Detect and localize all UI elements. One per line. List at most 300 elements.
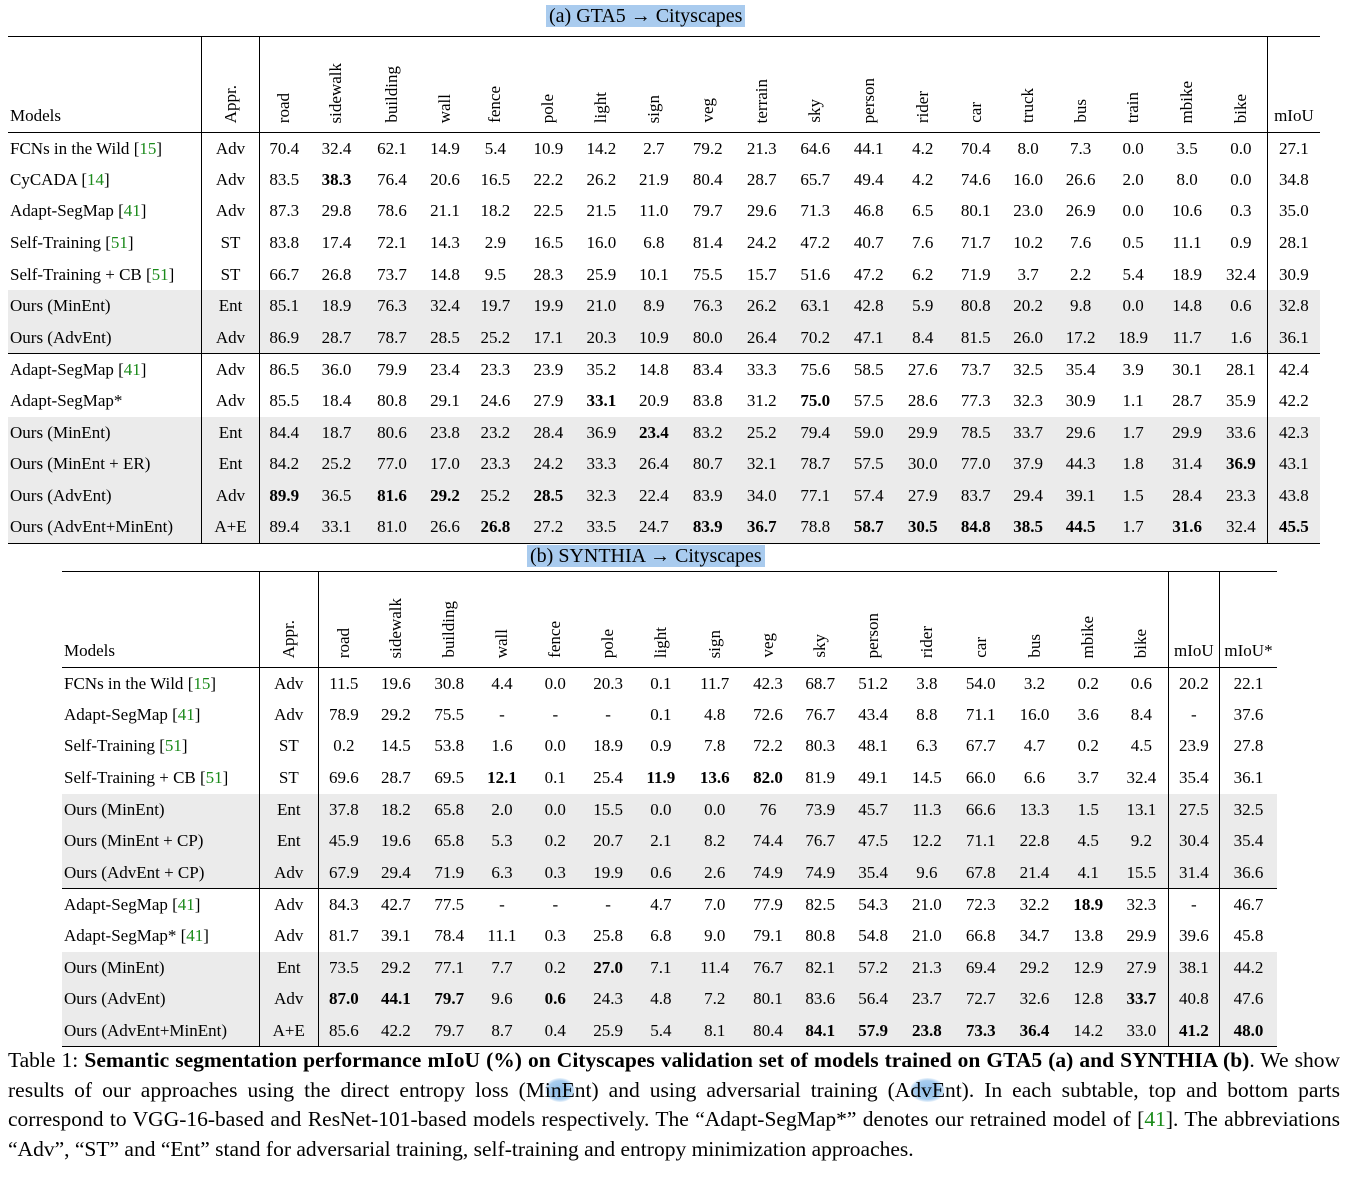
value-cell: 47.2 bbox=[800, 233, 831, 253]
value-cell: 21.1 bbox=[430, 201, 460, 221]
class-header-label: wall bbox=[434, 93, 454, 123]
appr-cell: A+E bbox=[202, 512, 260, 544]
value-cell: 23.9 bbox=[521, 354, 577, 386]
value-cell: 11.9 bbox=[646, 768, 676, 788]
class-header-label: rider bbox=[912, 90, 932, 123]
class-header-label: sky bbox=[805, 99, 825, 123]
class-header-car bbox=[954, 572, 1007, 668]
value-cell: 23.4 bbox=[420, 354, 470, 386]
value-cell: 0.0 bbox=[1122, 138, 1144, 158]
class-header-label: mbike bbox=[1177, 80, 1197, 123]
appr-cell: Adv bbox=[259, 920, 318, 952]
value-cell: 71.1 bbox=[965, 704, 996, 724]
value-cell: 20.3 bbox=[593, 673, 623, 693]
value-cell: 11.4 bbox=[688, 952, 742, 984]
value-cell: 13.3 bbox=[1007, 794, 1061, 826]
miou-cell: 38.1 bbox=[1168, 952, 1219, 984]
model-name: Adapt-SegMap* [41] bbox=[62, 920, 259, 952]
class-header-label: bus bbox=[1070, 99, 1090, 123]
citation[interactable]: 41 bbox=[186, 926, 204, 946]
value-cell: 33.3 bbox=[735, 354, 789, 386]
value-cell: 32.6 bbox=[1007, 983, 1061, 1015]
class-header-label: terrain bbox=[751, 78, 771, 123]
value-cell: 16.0 bbox=[1019, 704, 1050, 724]
value-cell: 24.3 bbox=[582, 983, 634, 1015]
table-row bbox=[8, 448, 1320, 480]
value-cell: 80.0 bbox=[681, 322, 734, 354]
value-cell: 1.5 bbox=[1062, 794, 1115, 826]
miou-cell: - bbox=[1168, 699, 1219, 731]
value-cell: 22.4 bbox=[627, 480, 681, 512]
value-cell: 83.8 bbox=[692, 391, 723, 411]
value-cell: 80.4 bbox=[742, 1015, 794, 1047]
value-cell: 2.9 bbox=[484, 233, 507, 253]
value-cell: 25.2 bbox=[735, 417, 789, 449]
value-cell: 12.8 bbox=[1062, 983, 1115, 1015]
appr-cell: Adv bbox=[259, 889, 318, 921]
value-cell: 8.2 bbox=[688, 825, 742, 857]
value-cell: 29.9 bbox=[1126, 926, 1157, 946]
appr-header-label: Appr. bbox=[278, 619, 298, 658]
value-cell: 27.0 bbox=[582, 952, 634, 984]
miou-cell: 43.8 bbox=[1267, 480, 1320, 512]
value-cell: 3.7 bbox=[1017, 264, 1039, 284]
value-cell: 21.4 bbox=[1007, 857, 1061, 889]
miou-cell: 40.8 bbox=[1168, 983, 1219, 1015]
value-cell: 42.8 bbox=[842, 290, 896, 322]
value-cell: 0.0 bbox=[688, 794, 742, 826]
value-cell: 18.4 bbox=[321, 391, 352, 411]
value-cell: 71.9 bbox=[960, 264, 991, 284]
value-cell: 7.2 bbox=[688, 983, 742, 1015]
value-cell: 29.1 bbox=[430, 391, 460, 411]
appr-cell: A+E bbox=[259, 1015, 318, 1047]
value-cell: 25.9 bbox=[582, 1015, 634, 1047]
citation[interactable]: 41 bbox=[123, 201, 141, 221]
value-cell: 80.8 bbox=[949, 290, 1001, 322]
value-cell: 82.5 bbox=[794, 889, 846, 921]
table-row bbox=[8, 354, 1320, 386]
value-cell: 22.2 bbox=[533, 169, 564, 189]
class-header-fence bbox=[529, 572, 582, 668]
class-header-label: light bbox=[650, 626, 670, 658]
value-cell: 85.1 bbox=[259, 290, 308, 322]
value-cell: 74.9 bbox=[794, 857, 846, 889]
value-cell: 42.3 bbox=[753, 673, 783, 693]
value-cell: 78.7 bbox=[364, 322, 420, 354]
value-cell: 2.7 bbox=[643, 138, 665, 158]
appr-cell: Ent bbox=[259, 794, 318, 826]
value-cell: 72.6 bbox=[753, 704, 783, 724]
value-cell: 1.5 bbox=[1107, 480, 1159, 512]
value-cell: 75.6 bbox=[789, 354, 841, 386]
miou-star-cell: 35.4 bbox=[1220, 825, 1277, 857]
value-cell: 32.4 bbox=[1225, 264, 1256, 284]
value-cell: 28.7 bbox=[746, 169, 777, 189]
value-cell: 59.0 bbox=[842, 417, 896, 449]
model-name bbox=[8, 448, 202, 480]
value-cell: 30.0 bbox=[896, 448, 949, 480]
value-cell: 78.9 bbox=[328, 704, 359, 724]
value-cell: 21.0 bbox=[576, 290, 626, 322]
miou-star-cell: 47.6 bbox=[1220, 983, 1277, 1015]
miou-cell: 45.5 bbox=[1267, 512, 1320, 544]
citation[interactable]: 41 bbox=[177, 704, 195, 724]
value-cell: 26.9 bbox=[1065, 201, 1096, 221]
citation[interactable]: 41 bbox=[123, 359, 141, 379]
value-cell: 6.8 bbox=[650, 926, 672, 946]
value-cell: 0.1 bbox=[544, 768, 566, 788]
class-header-label: sky bbox=[810, 634, 830, 658]
appr-cell: Adv bbox=[202, 354, 260, 386]
value-cell: 4.1 bbox=[1062, 857, 1115, 889]
value-cell: 83.2 bbox=[681, 417, 734, 449]
value-cell: 57.2 bbox=[846, 952, 899, 984]
value-cell: 20.6 bbox=[430, 169, 460, 189]
value-cell: 66.0 bbox=[965, 768, 996, 788]
miou-cell: 23.9 bbox=[1168, 731, 1219, 763]
miou-cell: 36.1 bbox=[1267, 322, 1320, 354]
value-cell: 5.3 bbox=[475, 825, 528, 857]
value-cell: 29.9 bbox=[1159, 417, 1215, 449]
value-cell: 67.7 bbox=[965, 736, 996, 756]
appr-cell: ST bbox=[202, 227, 260, 259]
value-cell: 77.9 bbox=[742, 889, 794, 921]
citation[interactable]: 15 bbox=[193, 673, 211, 693]
appr-cell: ST bbox=[259, 762, 318, 794]
value-cell: 26.2 bbox=[586, 169, 617, 189]
appr-header-label: Appr. bbox=[220, 84, 240, 123]
value-cell: 29.6 bbox=[1054, 417, 1106, 449]
value-cell: 35.9 bbox=[1225, 391, 1256, 411]
value-cell: 17.0 bbox=[420, 448, 470, 480]
value-cell: 67.8 bbox=[954, 857, 1007, 889]
value-cell: 25.2 bbox=[470, 480, 520, 512]
appr-cell: Adv bbox=[259, 857, 318, 889]
value-cell: 3.8 bbox=[916, 673, 938, 693]
table-caption: Table 1: Semantic segmentation performance mIoU (%) on Cityscapes validation set of models trained on GTA5 (a) and SYNTHIA (b). We show results of our approaches using the direct entropy loss (MinEnt) and using adversarial training (AdvEnt). In each subtable, top and bottom parts correspond to VGG-16-based and ResNet-101-based models respectively. The “Adapt-SegMap*” denotes our retrained model of [41]. The abbreviations “Adv”, “ST” and “Ent” stand for adversarial training, self-training and entropy minimization approaches. bbox=[8, 1048, 1341, 1161]
citation[interactable]: 51 bbox=[164, 736, 182, 756]
value-cell: 16.0 bbox=[586, 233, 617, 253]
value-cell: 78.7 bbox=[789, 448, 841, 480]
value-cell: 62.1 bbox=[377, 138, 407, 158]
value-cell: 8.9 bbox=[627, 290, 681, 322]
value-cell: 79.7 bbox=[692, 201, 723, 221]
table-row bbox=[8, 227, 1320, 259]
value-cell: 0.0 bbox=[529, 794, 582, 826]
value-cell: 0.3 bbox=[1230, 201, 1252, 221]
citation[interactable]: 41 bbox=[177, 894, 195, 914]
miou-cell: 27.5 bbox=[1168, 794, 1219, 826]
table-row bbox=[62, 952, 1277, 984]
value-cell: 6.8 bbox=[643, 233, 665, 253]
value-cell: 33.3 bbox=[576, 448, 626, 480]
value-cell: 16.5 bbox=[480, 169, 511, 189]
value-cell: 58.7 bbox=[842, 512, 896, 544]
class-header-bike bbox=[1215, 37, 1267, 133]
value-cell: 18.7 bbox=[309, 417, 365, 449]
value-cell: 76.7 bbox=[805, 704, 836, 724]
value-cell: 23.7 bbox=[900, 983, 954, 1015]
value-cell: 89.9 bbox=[259, 480, 308, 512]
miou-header: mIoU bbox=[1267, 37, 1320, 133]
value-cell: 21.0 bbox=[900, 889, 954, 921]
class-header-label: car bbox=[965, 102, 985, 123]
citation[interactable]: 51 bbox=[205, 768, 223, 788]
value-cell: 45.9 bbox=[318, 825, 368, 857]
class-header-label: car bbox=[970, 637, 990, 658]
value-cell: 36.9 bbox=[1215, 448, 1267, 480]
miou-star-header: mIoU* bbox=[1220, 572, 1277, 668]
value-cell: 76.7 bbox=[794, 825, 846, 857]
value-cell: 29.4 bbox=[369, 857, 423, 889]
value-cell: 38.3 bbox=[321, 169, 352, 189]
class-header-label: sidewalk bbox=[385, 597, 405, 658]
value-cell: 0.0 bbox=[544, 736, 566, 756]
value-cell: 5.4 bbox=[484, 138, 507, 158]
value-cell: 31.6 bbox=[1159, 512, 1215, 544]
value-cell: 70.4 bbox=[960, 138, 991, 158]
value-cell: 36.9 bbox=[576, 417, 626, 449]
value-cell: 25.2 bbox=[470, 322, 520, 354]
value-cell: 17.2 bbox=[1054, 322, 1106, 354]
value-cell: 21.3 bbox=[900, 952, 954, 984]
table-row bbox=[8, 512, 1320, 544]
value-cell: 89.4 bbox=[259, 512, 308, 544]
value-cell: 32.3 bbox=[1115, 889, 1168, 921]
value-cell: 32.3 bbox=[576, 480, 626, 512]
value-cell: 15.5 bbox=[582, 794, 634, 826]
table-row bbox=[62, 857, 1277, 889]
miou-cell: 42.3 bbox=[1267, 417, 1320, 449]
appr-cell: Adv bbox=[202, 164, 260, 196]
value-cell: 24.7 bbox=[627, 512, 681, 544]
class-header-bus bbox=[1054, 37, 1106, 133]
value-cell: 20.7 bbox=[582, 825, 634, 857]
value-cell: 3.2 bbox=[1023, 673, 1046, 693]
value-cell: 6.3 bbox=[916, 736, 938, 756]
class-header-label: mbike bbox=[1078, 615, 1098, 658]
value-cell: 11.7 bbox=[700, 673, 730, 693]
value-cell: 14.5 bbox=[381, 736, 411, 756]
value-cell: 66.8 bbox=[965, 926, 996, 946]
model-name-text: Ours (MinEnt + CP) bbox=[64, 831, 204, 851]
miou-header: mIoU bbox=[1168, 572, 1219, 668]
miou-star-cell: 46.7 bbox=[1220, 889, 1277, 921]
value-cell: 13.1 bbox=[1115, 794, 1168, 826]
value-cell: 39.1 bbox=[1054, 480, 1106, 512]
class-header-road bbox=[259, 37, 308, 133]
miou-star-cell: 27.8 bbox=[1220, 731, 1277, 763]
model-name bbox=[8, 385, 202, 417]
class-header-label: fence bbox=[545, 621, 565, 658]
value-cell: 85.6 bbox=[318, 1015, 368, 1047]
model-name-text: FCNs in the Wild bbox=[10, 138, 134, 158]
appr-cell: Adv bbox=[202, 133, 260, 165]
value-cell: 2.2 bbox=[1070, 264, 1092, 284]
value-cell: 57.9 bbox=[846, 1015, 899, 1047]
model-name bbox=[8, 290, 202, 322]
value-cell: 49.1 bbox=[858, 768, 888, 788]
value-cell: 25.2 bbox=[309, 448, 365, 480]
class-header-label: pole bbox=[598, 628, 618, 658]
class-header-road bbox=[318, 572, 368, 668]
value-cell: 26.8 bbox=[321, 264, 352, 284]
value-cell: 24.6 bbox=[480, 391, 511, 411]
citation[interactable]: 15 bbox=[139, 138, 157, 158]
class-header-label: train bbox=[1123, 91, 1143, 123]
value-cell: 73.7 bbox=[949, 354, 1001, 386]
class-header-sky bbox=[794, 572, 846, 668]
value-cell: 37.9 bbox=[1002, 448, 1054, 480]
value-cell: 64.6 bbox=[800, 138, 831, 158]
value-cell: 2.0 bbox=[475, 794, 528, 826]
value-cell: 10.9 bbox=[627, 322, 681, 354]
value-cell: 29.2 bbox=[1007, 952, 1061, 984]
model-name-text: Ours (AdvEnt) bbox=[10, 485, 112, 505]
value-cell: 58.5 bbox=[842, 354, 896, 386]
value-cell: 4.7 bbox=[634, 889, 687, 921]
value-cell: 17.1 bbox=[521, 322, 577, 354]
miou-cell: 20.2 bbox=[1168, 668, 1219, 700]
model-name-text: Ours (AdvEnt+MinEnt) bbox=[10, 517, 174, 537]
model-name: Self-Training + CB [51] bbox=[62, 762, 259, 794]
value-cell: 36.5 bbox=[309, 480, 365, 512]
value-cell: 85.5 bbox=[269, 391, 300, 411]
table-row bbox=[62, 668, 1277, 700]
model-name: Adapt-SegMap [41] bbox=[8, 354, 202, 386]
value-cell: 77.0 bbox=[364, 448, 420, 480]
value-cell: 14.5 bbox=[912, 768, 942, 788]
value-cell: 20.3 bbox=[576, 322, 626, 354]
value-cell: 18.2 bbox=[480, 201, 511, 221]
model-name: Self-Training [51] bbox=[62, 731, 259, 763]
value-cell: 14.3 bbox=[430, 233, 460, 253]
value-cell: 44.1 bbox=[853, 138, 884, 158]
value-cell: 33.7 bbox=[1002, 417, 1054, 449]
value-cell: 73.9 bbox=[794, 794, 846, 826]
appr-cell: ST bbox=[202, 259, 260, 291]
value-cell: 72.2 bbox=[753, 736, 783, 756]
value-cell: 29.2 bbox=[369, 952, 423, 984]
value-cell: 83.4 bbox=[681, 354, 734, 386]
value-cell: 3.7 bbox=[1077, 768, 1099, 788]
value-cell: 47.5 bbox=[846, 825, 899, 857]
value-cell: 3.9 bbox=[1107, 354, 1159, 386]
value-cell: 23.8 bbox=[420, 417, 470, 449]
value-cell: 31.4 bbox=[1159, 448, 1215, 480]
miou-cell: 41.2 bbox=[1168, 1015, 1219, 1047]
value-cell: 5.4 bbox=[634, 1015, 687, 1047]
value-cell: 4.2 bbox=[912, 169, 934, 189]
citation[interactable]: 14 bbox=[87, 169, 104, 189]
value-cell: 22.8 bbox=[1007, 825, 1061, 857]
class-header-sky bbox=[789, 37, 841, 133]
model-name bbox=[62, 825, 259, 857]
value-cell: 30.5 bbox=[896, 512, 949, 544]
table-row bbox=[8, 322, 1320, 354]
value-cell: 78.8 bbox=[789, 512, 841, 544]
value-cell: 76 bbox=[742, 794, 794, 826]
model-name bbox=[62, 794, 259, 826]
value-cell: 25.9 bbox=[586, 264, 617, 284]
miou-cell: - bbox=[1168, 889, 1219, 921]
miou-star-cell: 32.5 bbox=[1220, 794, 1277, 826]
class-header-label: building bbox=[439, 601, 459, 658]
value-cell: 80.3 bbox=[805, 736, 836, 756]
value-cell: 7.8 bbox=[704, 736, 726, 756]
value-cell: 68.7 bbox=[805, 673, 836, 693]
value-cell: 42.2 bbox=[369, 1015, 423, 1047]
value-cell: 7.0 bbox=[688, 889, 742, 921]
value-cell: 6.3 bbox=[475, 857, 528, 889]
value-cell: 8.4 bbox=[896, 322, 949, 354]
appr-cell: Adv bbox=[202, 322, 260, 354]
value-cell: 6.6 bbox=[1023, 768, 1046, 788]
value-cell: 79.2 bbox=[692, 138, 723, 158]
value-cell: 32.4 bbox=[321, 138, 352, 158]
value-cell: 4.5 bbox=[1062, 825, 1115, 857]
value-cell: 83.9 bbox=[681, 480, 734, 512]
value-cell: 8.1 bbox=[688, 1015, 742, 1047]
miou-star-cell: 44.2 bbox=[1220, 952, 1277, 984]
miou-cell: 35.0 bbox=[1267, 196, 1320, 228]
value-cell: 0.0 bbox=[1230, 138, 1252, 158]
value-cell: 74.6 bbox=[960, 169, 991, 189]
value-cell: 0.0 bbox=[544, 673, 566, 693]
class-header-bus bbox=[1007, 572, 1061, 668]
models-header: Models bbox=[62, 572, 259, 668]
table-row bbox=[8, 196, 1320, 228]
value-cell: 81.5 bbox=[949, 322, 1001, 354]
value-cell: 87.3 bbox=[269, 201, 300, 221]
citation[interactable]: 51 bbox=[110, 233, 128, 253]
value-cell: 45.7 bbox=[846, 794, 899, 826]
value-cell: 33.1 bbox=[309, 512, 365, 544]
subcaption-b: (b) SYNTHIA → Cityscapes bbox=[527, 544, 765, 568]
model-name-text: Adapt-SegMap bbox=[10, 359, 119, 379]
value-cell: 82.1 bbox=[794, 952, 846, 984]
value-cell: 51.6 bbox=[800, 264, 831, 284]
model-name-text: Adapt-SegMap* bbox=[10, 391, 123, 411]
value-cell: 23.2 bbox=[470, 417, 520, 449]
value-cell: 70.2 bbox=[789, 322, 841, 354]
class-header-label: wall bbox=[491, 628, 511, 658]
value-cell: 1.6 bbox=[491, 736, 513, 756]
table-row bbox=[62, 699, 1277, 731]
class-header-wall bbox=[475, 572, 528, 668]
miou-cell: 31.4 bbox=[1168, 857, 1219, 889]
value-cell: 83.7 bbox=[949, 480, 1001, 512]
model-name bbox=[8, 480, 202, 512]
value-cell: 80.7 bbox=[681, 448, 734, 480]
citation[interactable]: 51 bbox=[151, 264, 169, 284]
value-cell: 0.9 bbox=[650, 736, 672, 756]
value-cell: 3.6 bbox=[1077, 704, 1099, 724]
value-cell: 28.3 bbox=[533, 264, 564, 284]
value-cell: 57.4 bbox=[842, 480, 896, 512]
table-row bbox=[62, 762, 1277, 794]
model-name bbox=[62, 952, 259, 984]
table-row bbox=[62, 889, 1277, 921]
table-synthia-cityscapes bbox=[62, 571, 1277, 1047]
miou-cell: 32.8 bbox=[1267, 290, 1320, 322]
miou-cell: 42.4 bbox=[1267, 354, 1320, 386]
value-cell: 10.6 bbox=[1172, 201, 1202, 221]
model-name-text: Adapt-SegMap bbox=[64, 894, 173, 914]
value-cell: 29.4 bbox=[1002, 480, 1054, 512]
class-header-label: bike bbox=[1230, 93, 1250, 123]
